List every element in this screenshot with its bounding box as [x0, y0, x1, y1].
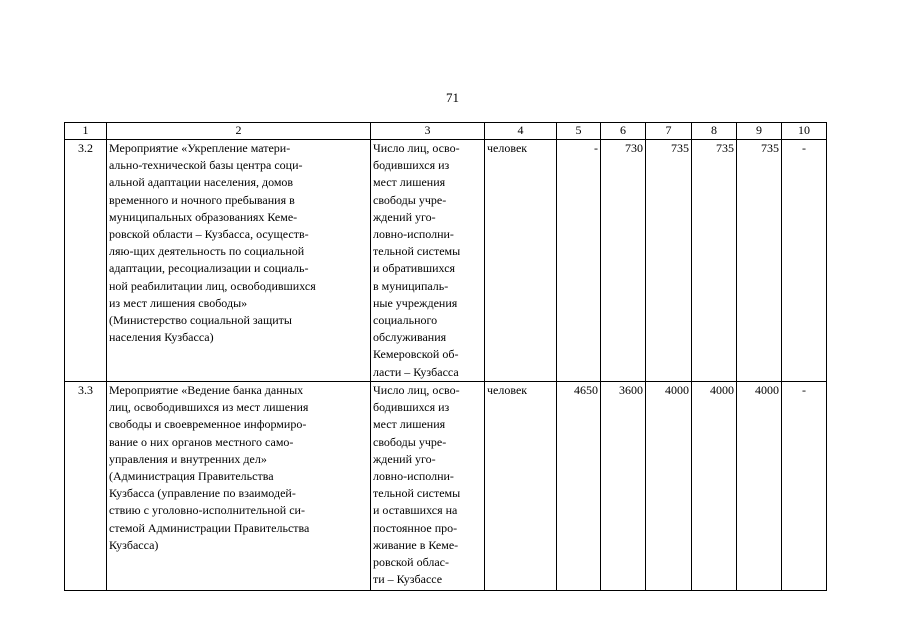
indicator-line: мест лишения — [373, 175, 446, 190]
header-cell: 7 — [646, 123, 692, 140]
value-cell: 4000 — [646, 382, 692, 591]
description-line: альной адаптации населения, домов — [109, 175, 294, 190]
indicator-line: ласти – Кузбасса — [373, 364, 459, 379]
value-cell: 4000 — [737, 382, 782, 591]
indicator-line: Число лиц, осво- — [373, 383, 460, 397]
indicator-line: Кемеровской об- — [373, 347, 459, 362]
value-cell: 735 — [692, 140, 737, 382]
header-cell: 2 — [107, 123, 371, 140]
description-line: вание о них органов местного само- — [109, 434, 294, 449]
indicator-line: тельной системы — [373, 486, 461, 501]
description-line: ровской области – Кузбасса, осуществ- — [109, 227, 309, 242]
indicator-line: обслуживания — [373, 330, 447, 345]
indicator-line: ловно-исполни- — [373, 469, 454, 484]
indicator-line: ловно-исполни- — [373, 227, 454, 242]
description-line: временного и ночного пребывания в — [109, 192, 295, 207]
indicator-line: мест лишения — [373, 417, 446, 432]
indicator-line: свободы учре- — [373, 434, 447, 449]
value-cell: - — [782, 382, 827, 591]
indicator-line: тельной системы — [373, 244, 461, 259]
value-cell: 4000 — [692, 382, 737, 591]
description-line: свободы и своевременное информиро- — [109, 417, 307, 432]
indicator-line: и обратившихся — [373, 261, 456, 276]
indicator-line: ждений уго- — [373, 451, 436, 466]
header-cell: 4 — [485, 123, 557, 140]
description-line: стемой Администрации Правительства — [109, 520, 310, 535]
description-line: управления и внутренних дел» — [109, 451, 267, 466]
indicator-line: ные учреждения — [373, 295, 458, 310]
description-line: ствию с уголовно-исполнительной си- — [109, 503, 305, 518]
description-cell — [107, 140, 371, 382]
indicator-line: ровской облас- — [373, 555, 450, 570]
value-cell: - — [557, 140, 601, 382]
description-line: Кузбасса) — [109, 537, 159, 552]
description-line: населения Кузбасса) — [109, 330, 214, 345]
indicator-line: бодившихся из — [373, 400, 450, 415]
header-cell: 1 — [65, 123, 107, 140]
indicator-line: социального — [373, 313, 438, 328]
description-line: (Администрация Правительства — [109, 469, 274, 484]
description-line: из мест лишения свободы» — [109, 295, 248, 310]
description-line: лиц, освободившихся из мест лишения — [109, 400, 309, 415]
indicator-line: ждений уго- — [373, 209, 436, 224]
description-line: ной реабилитации лиц, освободившихся — [109, 278, 316, 293]
description-line: Мероприятие «Ведение банка данных — [109, 383, 304, 397]
table-header-row — [65, 123, 827, 140]
indicator-line: бодившихся из — [373, 158, 450, 173]
value-cell: 735 — [737, 140, 782, 382]
row-id-cell: 3.3 — [65, 382, 107, 591]
unit-cell: человек — [485, 140, 557, 382]
indicator-line: постоянное про- — [373, 520, 458, 535]
value-cell: - — [782, 140, 827, 382]
value-cell: 730 — [601, 140, 646, 382]
description-line: (Министерство социальной защиты — [109, 313, 292, 328]
header-cell: 10 — [782, 123, 827, 140]
header-cell: 6 — [601, 123, 646, 140]
description-line: ально-технической базы центра соци- — [109, 158, 303, 173]
indicator-line: живание в Кеме- — [373, 537, 459, 552]
description-line: адаптации, ресоциализации и социаль- — [109, 261, 309, 276]
indicator-line: и оставшихся на — [373, 503, 458, 518]
value-cell: 3600 — [601, 382, 646, 591]
description-line: Мероприятие «Укрепление матери- — [109, 141, 291, 155]
description-line: муниципальных образованиях Кеме- — [109, 209, 298, 224]
indicator-line: свободы учре- — [373, 192, 447, 207]
table-row — [65, 140, 827, 382]
main-table — [64, 122, 827, 591]
indicator-line: Число лиц, осво- — [373, 141, 460, 155]
description-line: Кузбасса (управление по взаимодей- — [109, 486, 296, 501]
header-cell: 5 — [557, 123, 601, 140]
indicator-cell — [371, 382, 485, 591]
value-cell: 735 — [646, 140, 692, 382]
header-cell: 8 — [692, 123, 737, 140]
header-cell: 9 — [737, 123, 782, 140]
header-cell: 3 — [371, 123, 485, 140]
indicator-line: в муниципаль- — [373, 278, 449, 293]
page-number: 71 — [446, 90, 459, 105]
unit-cell: человек — [485, 382, 557, 591]
description-line: ляю-щих деятельность по социальной — [109, 244, 305, 259]
table-row — [65, 382, 827, 591]
row-id-cell: 3.2 — [65, 140, 107, 382]
indicator-line: ти – Кузбассе — [373, 572, 443, 587]
description-cell — [107, 382, 371, 591]
value-cell: 4650 — [557, 382, 601, 591]
indicator-cell — [371, 140, 485, 382]
